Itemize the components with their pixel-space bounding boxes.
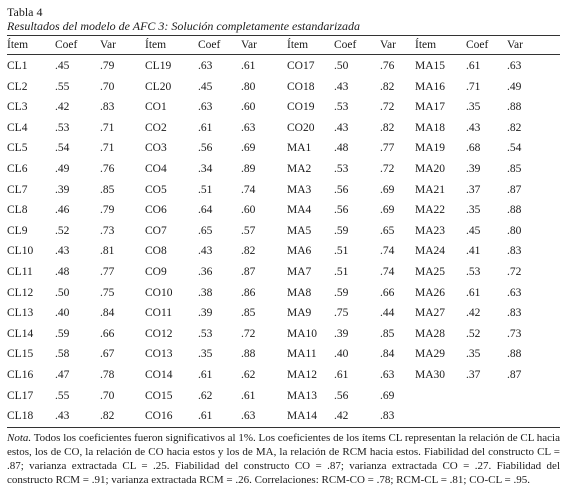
table-cell: MA12 <box>287 368 318 381</box>
table-cell: .83 <box>100 101 115 114</box>
table-row <box>7 303 560 324</box>
table-cell: .69 <box>380 204 395 217</box>
table-cell: .85 <box>100 183 115 196</box>
table-cell: MA28 <box>415 327 446 340</box>
table-cell: .61 <box>198 368 213 381</box>
table-cell: .36 <box>198 265 213 278</box>
table-cell: .52 <box>55 224 70 237</box>
table-cell: .54 <box>507 142 522 155</box>
document-page <box>7 0 560 488</box>
table-cell: CO2 <box>145 121 167 134</box>
table-cell: .43 <box>55 410 70 423</box>
table-row <box>7 262 560 283</box>
table-cell: MA26 <box>415 286 446 299</box>
table-cell: .73 <box>100 224 115 237</box>
table-cell: MA7 <box>287 265 312 278</box>
table-cell: MA21 <box>415 183 446 196</box>
table-cell: MA16 <box>415 80 446 93</box>
table-cell: .63 <box>507 60 522 72</box>
table-cell: .77 <box>380 142 395 155</box>
table-cell: CL7 <box>7 183 28 196</box>
table-cell: .85 <box>241 307 256 320</box>
table-label: Tabla 4 <box>7 5 43 19</box>
table-cell: .61 <box>241 389 256 402</box>
table-cell: .68 <box>466 142 481 155</box>
table-row <box>7 97 560 118</box>
table-cell: .38 <box>198 286 213 299</box>
table-cell: .50 <box>55 286 70 299</box>
table-body <box>7 55 560 427</box>
table-row <box>7 200 560 221</box>
column-header: Var <box>507 39 523 51</box>
table-cell: .59 <box>334 286 349 299</box>
table-cell: MA1 <box>287 142 312 155</box>
table-cell: .81 <box>100 245 115 258</box>
table-title: Resultados del modelo de AFC 3: Solución completamente estandarizada <box>7 19 361 33</box>
header-row <box>7 36 560 55</box>
table-cell: MA23 <box>415 224 446 237</box>
table-cell: .72 <box>380 101 395 114</box>
table-cell: CL16 <box>7 368 34 381</box>
table-row <box>7 159 560 180</box>
table-cell: CL19 <box>145 60 172 72</box>
table-cell: .77 <box>100 265 115 278</box>
table-cell: CO17 <box>287 60 315 72</box>
column-header: Coef <box>334 39 357 51</box>
table-cell: .88 <box>507 204 522 217</box>
table-cell: .56 <box>334 389 349 402</box>
table-cell: CO7 <box>145 224 167 237</box>
table-cell: MA20 <box>415 162 446 175</box>
table-row <box>7 118 560 139</box>
table-cell: CL20 <box>145 80 172 93</box>
table-cell: MA18 <box>415 121 446 134</box>
table-cell: .34 <box>198 162 213 175</box>
table-cell: .48 <box>334 142 349 155</box>
table-cell: .47 <box>55 368 70 381</box>
table-cell: .82 <box>380 80 395 93</box>
table-cell: .76 <box>100 162 115 175</box>
table-cell <box>507 406 560 427</box>
table-cell: .43 <box>334 80 349 93</box>
table-cell: .66 <box>100 327 115 340</box>
bottom-rule <box>7 427 560 428</box>
table-cell: CL15 <box>7 348 34 361</box>
table-cell: .70 <box>100 80 115 93</box>
table-cell: .63 <box>198 60 213 72</box>
table-cell: .63 <box>241 410 256 423</box>
table-cell: CO16 <box>145 410 173 423</box>
table-cell: .54 <box>55 142 70 155</box>
table-cell: .60 <box>241 204 256 217</box>
table-cell: CL13 <box>7 307 34 320</box>
table-cell: MA24 <box>415 245 446 258</box>
table-cell: .45 <box>198 80 213 93</box>
table-cell: .60 <box>241 101 256 114</box>
table-cell: .88 <box>507 101 522 114</box>
table-cell: CL4 <box>7 121 28 134</box>
column-header: Ítem <box>415 39 437 51</box>
table-cell: .80 <box>507 224 522 237</box>
table-cell: CL8 <box>7 204 28 217</box>
table-cell: .57 <box>241 224 256 237</box>
table-cell: .86 <box>241 286 256 299</box>
table-cell: CO11 <box>145 307 173 320</box>
table-cell: CO20 <box>287 121 315 134</box>
table-cell: .45 <box>55 60 70 72</box>
table-cell: .35 <box>466 348 481 361</box>
table-cell: .70 <box>100 389 115 402</box>
table-cell: .39 <box>55 183 70 196</box>
table-row <box>7 344 560 365</box>
table-cell: .64 <box>198 204 213 217</box>
table-cell: .79 <box>100 60 115 72</box>
results-table <box>7 36 560 427</box>
table-cell: CO18 <box>287 80 315 93</box>
table-cell: MA17 <box>415 101 446 114</box>
table-cell: CO6 <box>145 204 167 217</box>
table-cell: .84 <box>380 348 395 361</box>
table-cell: .53 <box>466 265 481 278</box>
table-cell: .74 <box>380 245 395 258</box>
table-cell: MA8 <box>287 286 312 299</box>
note-lead: Nota. <box>7 431 32 444</box>
table-cell: .42 <box>466 307 481 320</box>
table-row <box>7 365 560 386</box>
table-cell: .52 <box>466 327 481 340</box>
table-cell: CO8 <box>145 245 167 258</box>
table-cell: .37 <box>466 183 481 196</box>
table-cell: .76 <box>380 60 395 72</box>
table-cell: .82 <box>100 410 115 423</box>
table-cell <box>466 406 507 427</box>
table-cell: .53 <box>334 162 349 175</box>
table-cell: .84 <box>100 307 115 320</box>
table-cell: .48 <box>55 265 70 278</box>
table-cell: .83 <box>507 307 522 320</box>
table-cell <box>415 406 466 427</box>
table-cell: .35 <box>466 101 481 114</box>
table-cell: CL9 <box>7 224 28 237</box>
column-header: Coef <box>55 39 78 51</box>
table-cell: CO15 <box>145 389 173 402</box>
table-cell: .75 <box>100 286 115 299</box>
table-cell: .53 <box>334 101 349 114</box>
table-cell: .56 <box>334 183 349 196</box>
table-cell: CL6 <box>7 162 28 175</box>
table-cell: .63 <box>380 368 395 381</box>
table-cell: .39 <box>466 162 481 175</box>
table-cell: CO3 <box>145 142 167 155</box>
table-cell: .49 <box>507 80 522 93</box>
table-cell: MA15 <box>415 60 446 72</box>
table-cell: .58 <box>55 348 70 361</box>
table-cell: .83 <box>380 410 395 423</box>
column-header: Coef <box>466 39 489 51</box>
table-cell: MA25 <box>415 265 446 278</box>
table-cell: .45 <box>466 224 481 237</box>
table-cell: .39 <box>198 307 213 320</box>
table-cell: .89 <box>241 162 256 175</box>
table-cell: .43 <box>334 121 349 134</box>
table-cell: .87 <box>241 265 256 278</box>
table-cell: .72 <box>380 162 395 175</box>
table-cell: .78 <box>100 368 115 381</box>
table-cell: .80 <box>241 80 256 93</box>
table-cell: .74 <box>241 183 256 196</box>
table-cell <box>466 386 507 407</box>
table-row <box>7 283 560 304</box>
table-cell: MA2 <box>287 162 312 175</box>
table-cell: .50 <box>334 60 349 72</box>
table-cell: MA6 <box>287 245 312 258</box>
table-cell: .88 <box>507 348 522 361</box>
table-cell: .53 <box>55 121 70 134</box>
table-cell: CL18 <box>7 410 34 423</box>
column-header: Coef <box>198 39 221 51</box>
table-cell: .63 <box>507 286 522 299</box>
table-cell: .44 <box>380 307 395 320</box>
table-cell: .49 <box>55 162 70 175</box>
table-cell: CO10 <box>145 286 173 299</box>
column-header: Ítem <box>7 39 29 51</box>
table-cell: .35 <box>466 204 481 217</box>
table-cell: .53 <box>198 327 213 340</box>
table-cell: .69 <box>380 183 395 196</box>
table-cell: CL10 <box>7 245 34 258</box>
table-cell: MA5 <box>287 224 312 237</box>
table-cell: .65 <box>380 224 395 237</box>
table-cell: .71 <box>100 142 115 155</box>
table-cell: CL14 <box>7 327 34 340</box>
table-cell: .51 <box>334 245 349 258</box>
table-cell: .43 <box>198 245 213 258</box>
table-cell: CO13 <box>145 348 173 361</box>
table-cell: CL11 <box>7 265 33 278</box>
table-cell: .82 <box>380 121 395 134</box>
table-cell: .82 <box>507 121 522 134</box>
table-row <box>7 386 560 407</box>
table-cell: MA11 <box>287 348 317 361</box>
table-cell: .42 <box>55 101 70 114</box>
table-row <box>7 241 560 262</box>
table-cell: CO4 <box>145 162 167 175</box>
table-cell: CL2 <box>7 80 28 93</box>
table-cell: MA30 <box>415 368 446 381</box>
table-cell: CL17 <box>7 389 34 402</box>
table-cell: .61 <box>466 286 481 299</box>
table-cell: .72 <box>241 327 256 340</box>
table-row <box>7 221 560 242</box>
table-cell <box>507 386 560 407</box>
table-cell <box>415 386 466 407</box>
table-cell: .67 <box>100 348 115 361</box>
table-cell: MA14 <box>287 410 318 423</box>
table-cell: CO12 <box>145 327 173 340</box>
table-row <box>7 55 560 77</box>
table-cell: .73 <box>507 327 522 340</box>
table-cell: .65 <box>198 224 213 237</box>
table-row <box>7 180 560 201</box>
table-cell: .79 <box>100 204 115 217</box>
table-cell: CL1 <box>7 60 28 72</box>
table-cell: MA10 <box>287 327 318 340</box>
table-cell: .40 <box>334 348 349 361</box>
table-cell: MA29 <box>415 348 446 361</box>
table-cell: .69 <box>241 142 256 155</box>
table-cell: .87 <box>507 183 522 196</box>
table-cell: .69 <box>380 389 395 402</box>
table-cell: .41 <box>466 245 481 258</box>
table-cell: MA9 <box>287 307 312 320</box>
table-cell: .56 <box>334 204 349 217</box>
column-header: Var <box>100 39 116 51</box>
table-cell: .75 <box>334 307 349 320</box>
column-header: Ítem <box>287 39 309 51</box>
table-cell: .74 <box>380 265 395 278</box>
table-cell: .42 <box>334 410 349 423</box>
table-row <box>7 406 560 427</box>
table-cell: CL3 <box>7 101 28 114</box>
column-header: Var <box>380 39 396 51</box>
column-header: Ítem <box>145 39 167 51</box>
table-cell: CO9 <box>145 265 167 278</box>
table-cell: .82 <box>241 245 256 258</box>
table-cell: .35 <box>198 348 213 361</box>
table-row <box>7 77 560 98</box>
table-cell: .59 <box>55 327 70 340</box>
table-cell: .43 <box>466 121 481 134</box>
table-cell: .59 <box>334 224 349 237</box>
table-cell: .55 <box>55 389 70 402</box>
table-cell: .71 <box>466 80 481 93</box>
table-cell: .51 <box>334 265 349 278</box>
table-cell: .62 <box>198 389 213 402</box>
table-cell: .61 <box>241 60 256 72</box>
table-cell: MA4 <box>287 204 312 217</box>
table-cell: .85 <box>507 162 522 175</box>
table-cell: .61 <box>198 410 213 423</box>
table-cell: .63 <box>198 101 213 114</box>
table-cell: .66 <box>380 286 395 299</box>
table-cell: .43 <box>55 245 70 258</box>
table-cell: .40 <box>55 307 70 320</box>
note-text: Todos los coeficientes fueron significativos al 1%. Los coeficientes de los ítems CL representan la relación de CL hacia estos, los de CO, la relación de CO hacia estos y los de MA, la relación de RCM hacia estos. Fiabilidad del constructo CL = .87; varianza extractada CL = .25. Fiabilidad del constructo CO = .87; varianza extractada CO = .27. Fiabilidad del constructo RCM = .91; varianza extractada RCM = .26. Correlaciones: RCM-CO = .78; RCM-CL = .81; CO-CL = .95. <box>7 431 560 487</box>
table-row <box>7 138 560 159</box>
table-cell: CL5 <box>7 142 28 155</box>
table-cell: .71 <box>100 121 115 134</box>
table-cell: MA19 <box>415 142 446 155</box>
table-cell: .39 <box>334 327 349 340</box>
table-cell: .88 <box>241 348 256 361</box>
table-cell: .62 <box>241 368 256 381</box>
table-note <box>7 431 560 488</box>
table-cell: .83 <box>507 245 522 258</box>
table-cell: CO1 <box>145 101 167 114</box>
table-cell: .72 <box>507 265 522 278</box>
table-cell: MA27 <box>415 307 446 320</box>
table-cell: MA13 <box>287 389 318 402</box>
table-row <box>7 324 560 345</box>
table-cell: MA22 <box>415 204 446 217</box>
table-cell: .63 <box>241 121 256 134</box>
table-cell: MA3 <box>287 183 312 196</box>
table-cell: .56 <box>198 142 213 155</box>
table-cell: .61 <box>466 60 481 72</box>
table-cell: CL12 <box>7 286 34 299</box>
column-header: Var <box>241 39 257 51</box>
table-cell: .85 <box>380 327 395 340</box>
table-cell: .46 <box>55 204 70 217</box>
table-cell: .61 <box>334 368 349 381</box>
table-cell: .37 <box>466 368 481 381</box>
table-cell: .55 <box>55 80 70 93</box>
table-cell: .61 <box>198 121 213 134</box>
table-cell: .87 <box>507 368 522 381</box>
table-cell: CO5 <box>145 183 167 196</box>
table-cell: CO19 <box>287 101 315 114</box>
table-cell: .51 <box>198 183 213 196</box>
table-cell: CO14 <box>145 368 173 381</box>
